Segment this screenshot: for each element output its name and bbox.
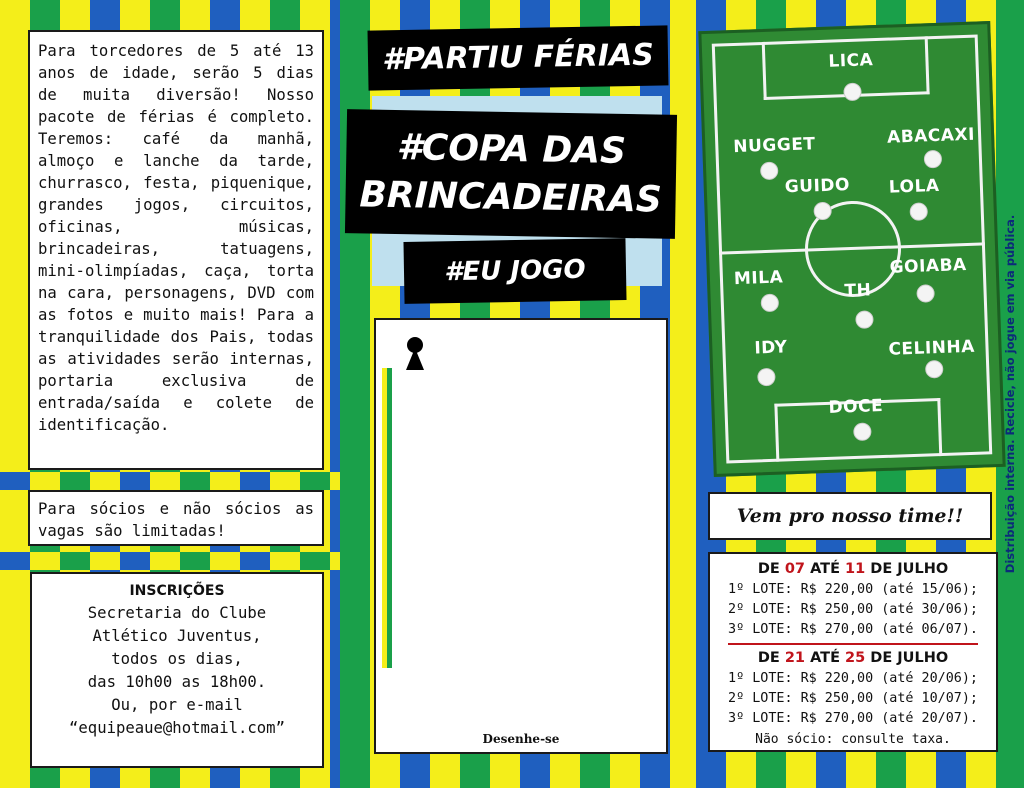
period-2-header xyxy=(714,647,992,669)
player-name: LICA xyxy=(828,50,874,72)
period-start: 07 xyxy=(784,561,806,577)
lot-line: 1º LOTE: R$ 220,00 (até 20/06); xyxy=(728,671,978,686)
red-divider xyxy=(728,643,978,645)
drawing-label: Desenhe-se xyxy=(482,732,560,746)
banner-copa-das-brincadeiras xyxy=(345,109,677,239)
period-1-header xyxy=(714,558,992,580)
inscricoes-title: INSCRIÇÕES xyxy=(129,583,225,599)
inscricoes-line: das 10h00 as 18h00. xyxy=(87,673,267,691)
inscricoes-line: Ou, por e-mail xyxy=(111,696,243,714)
slogan-box: Vem pro nosso time!! xyxy=(708,492,992,540)
inscricoes-email[interactable]: “equipeaue@hotmail.com” xyxy=(69,719,285,737)
player-name: MILA xyxy=(733,267,784,290)
player-name: GOIABA xyxy=(889,255,967,278)
intro-text: Para torcedores de 5 até 13 anos de idade, serão 5 dias de muita diversão! Nosso pacote de férias é completo. Teremos: café da manhã, almoço e lanche da tarde, churrasco, festa, piquenique, grandes jogos, circuitos, oficinas, músicas, brincadeiras, tatuagens, mini-olimpíadas, caça, torta na cara, personagens, DVD com as fotos e muito mais! Para a tranquilidade dos Pais, todas as atividades serão internas, portaria exclusiva de entrada/saída e colete de identificação. xyxy=(38,42,314,434)
banner-partiu-ferias: #PARTIU FÉRIAS xyxy=(367,25,668,90)
lot-line: 1º LOTE: R$ 220,00 (até 15/06); xyxy=(728,582,978,597)
drawing-area[interactable] xyxy=(374,318,668,754)
period-de: DE xyxy=(757,561,780,577)
side-note: Distribuição interna. Recicle, não jogue em via pública. xyxy=(1003,214,1017,574)
vagas-text: Para sócios e não sócios as vagas são limitadas! xyxy=(38,500,314,540)
price-box xyxy=(708,552,998,752)
lot-line: 3º LOTE: R$ 270,00 (até 06/07). xyxy=(728,622,978,637)
drawing-stripe xyxy=(382,368,392,668)
player-name: TH xyxy=(844,280,872,302)
player-name: IDY xyxy=(754,337,788,359)
non-member-note: Não sócio: consulte taxa. xyxy=(755,732,951,747)
banner-copa-line1: #COPA DAS xyxy=(396,127,627,173)
banner-eu-jogo: #EU JOGO xyxy=(403,238,626,304)
keyhole-icon xyxy=(404,334,426,374)
vagas-box xyxy=(28,490,324,546)
intro-box xyxy=(28,30,324,470)
player-name: LOLA xyxy=(888,175,940,198)
period-start: 21 xyxy=(784,650,806,666)
player-name: CELINHA xyxy=(888,336,976,360)
period-end: 25 xyxy=(845,650,866,666)
inscricoes-box xyxy=(30,572,324,768)
period-ate: ATÉ xyxy=(810,650,840,666)
player-name: DOCE xyxy=(828,396,884,418)
period-month: DE JULHO xyxy=(870,561,949,577)
soccer-field xyxy=(698,21,1005,477)
player-name: GUIDO xyxy=(784,175,851,198)
inscricoes-line: todos os dias, xyxy=(111,650,243,668)
player-name: ABACAXI xyxy=(886,124,976,148)
inscricoes-line: Secretaria do Clube xyxy=(87,604,267,622)
player-name: NUGGET xyxy=(733,134,816,158)
period-de: DE xyxy=(757,650,780,666)
lot-line: 3º LOTE: R$ 270,00 (até 20/07). xyxy=(728,711,978,726)
banner-copa-line2: BRINCADEIRAS xyxy=(359,174,663,221)
period-ate: ATÉ xyxy=(810,561,840,577)
period-end: 11 xyxy=(845,561,866,577)
lot-line: 2º LOTE: R$ 250,00 (até 10/07); xyxy=(728,691,978,706)
stripe-band xyxy=(0,472,340,490)
lot-line: 2º LOTE: R$ 250,00 (até 30/06); xyxy=(728,602,978,617)
period-month: DE JULHO xyxy=(870,650,949,666)
inscricoes-line: Atlético Juventus, xyxy=(92,627,262,645)
stripe-band xyxy=(0,552,340,570)
left-panel xyxy=(0,0,340,788)
